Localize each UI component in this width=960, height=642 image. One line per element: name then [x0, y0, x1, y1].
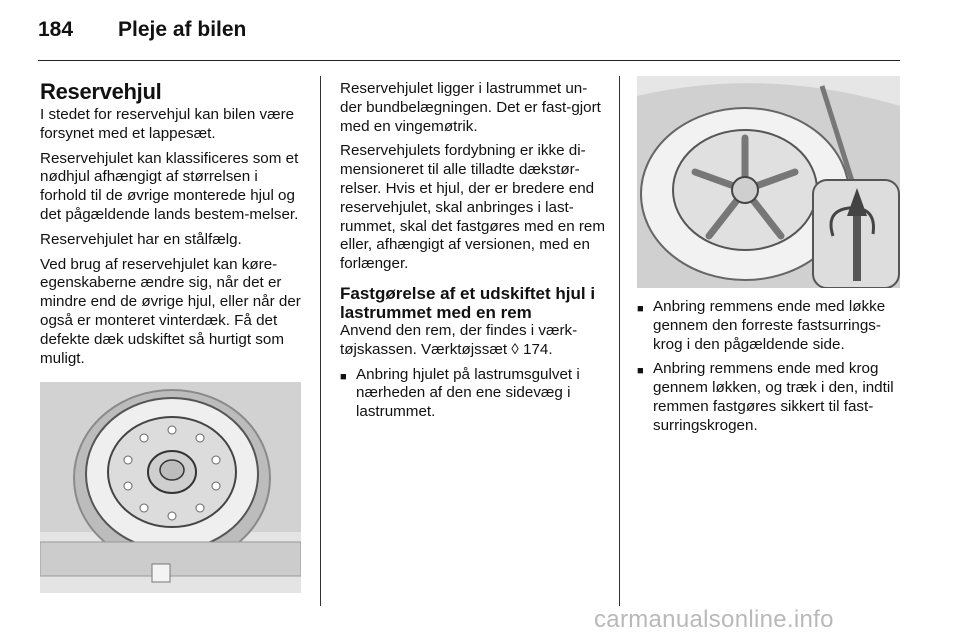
bullet-text: Anbring remmens ende med krog gennem løkken, og træk i den, indtil remmen fastgøres sikkert til fast-surringskrogen. [653, 360, 894, 434]
bullet-text: Anbring remmens ende med løkke gennem den forreste fastsurrings-krog i den pågældende side. [653, 298, 886, 353]
bullet-item [637, 360, 901, 435]
paragraph: Reservehjulet kan klassificeres som et nødhjul afhængigt af størrelsen i forhold til de øvrige monterede hjul og det pågældende lands bestem-melser. [40, 149, 299, 223]
bullet-icon: ■ [340, 370, 347, 383]
page-number: 184 [38, 18, 74, 41]
bullet-item [637, 298, 901, 354]
subsection-title: Fastgørelse af et udskiftet hjul i lastrummet med en rem [340, 283, 596, 322]
column-1 [40, 80, 308, 374]
strap-fastening-illustration [637, 76, 900, 288]
column-divider-2 [619, 76, 620, 606]
column-3 [637, 298, 901, 442]
bullet-item [340, 366, 606, 422]
section-title: Reservehjul [40, 79, 162, 104]
paragraph: Reservehjulets fordybning er ikke di-mensioneret til alle tilladte dækstør-relser. Hvis et hjul, der er bredere end reservehjulet, skal anbringes i last-rummet, skal det fastgøres med en rem eller, afhængigt af versionen, med en forlænger. [340, 142, 606, 273]
paragraph: Anvend den rem, der findes i værk-tøjskassen. Værktøjssæt ◊ 174. [340, 321, 578, 358]
spare-wheel-illustration [40, 382, 301, 593]
watermark: carmanualsonline.info [594, 606, 834, 633]
bullet-text: Anbring hjulet på lastrumsgulvet i nærheden af den ene sidevæg i lastrummet. [356, 365, 580, 421]
bullet-icon: ■ [637, 365, 644, 378]
paragraph: Reservehjulet ligger i lastrummet un-der bundbelægningen. Det er fast-gjort med en vingemøtrik. [340, 80, 601, 135]
column-divider-1 [320, 76, 321, 606]
paragraph: I stedet for reservehjul kan bilen være forsynet med et lappesæt. [40, 106, 295, 142]
page-heading: Pleje af bilen [118, 18, 247, 41]
column-2 [340, 80, 606, 428]
paragraph: Ved brug af reservehjulet kan køre-egenskaberne ændre sig, når det er mindre end de øvrige hjul, eller når der også er monteret vinterdæk. Få det defekte dæk udskiftet så hurtigt som muligt. [40, 255, 301, 367]
header-rule [38, 60, 900, 61]
bullet-icon: ■ [637, 303, 644, 315]
paragraph: Reservehjulet har en stålfælg. [40, 230, 242, 248]
